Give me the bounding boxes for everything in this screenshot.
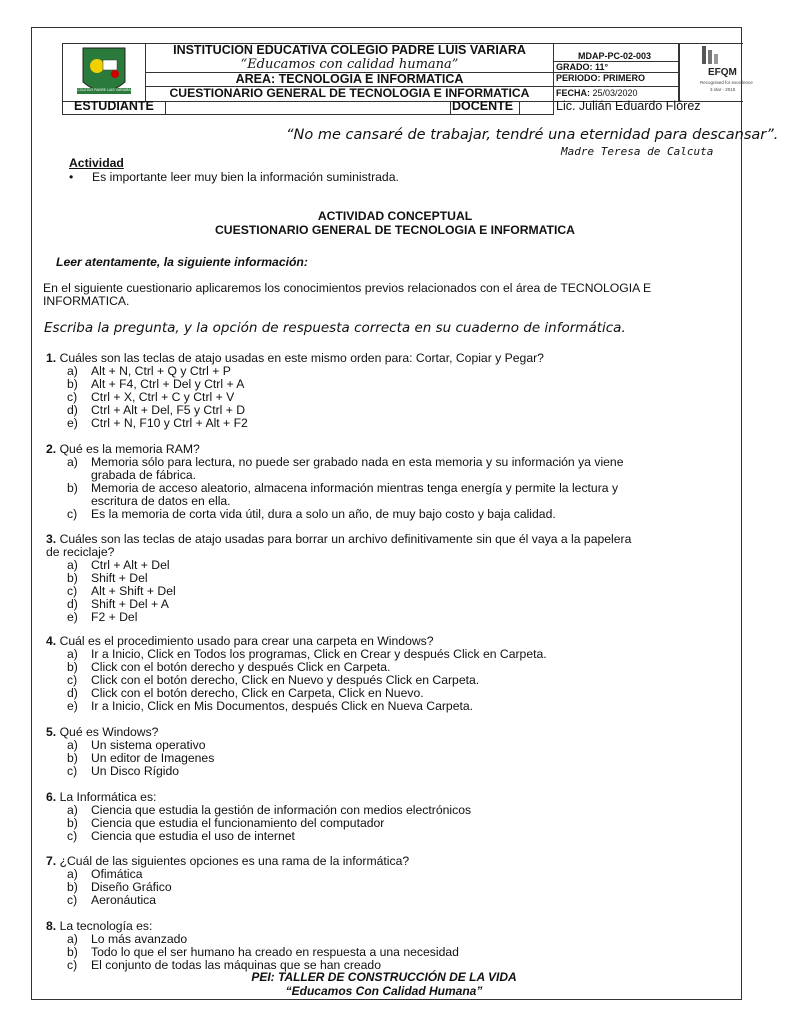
option-text: Shift + Del <box>91 571 148 585</box>
option-letter: a) <box>67 558 78 572</box>
option-letter: c) <box>67 764 78 778</box>
option-text: Diseño Gráfico <box>91 880 172 894</box>
question-number: 7. <box>46 854 57 868</box>
option-e <box>67 611 137 624</box>
option-letter: a) <box>67 932 78 946</box>
efqm-logo <box>700 46 736 66</box>
question-text: La Informática es: <box>59 790 157 804</box>
option-letter: d) <box>67 686 78 700</box>
option-text: Ir a Inicio, Click en Todos los programas, Click en Crear y después Click en Carpeta. <box>91 647 547 661</box>
efqm-label: EFQM <box>708 67 737 78</box>
option-text: Ciencia que estudia el uso de internet <box>91 829 295 843</box>
option-text: Ctrl + Alt + Del, F5 y Ctrl + D <box>91 403 246 417</box>
option-letter: c) <box>67 958 78 972</box>
option-text: Un sistema operativo <box>91 738 206 752</box>
option-text: Ctrl + X, Ctrl + C y Ctrl + V <box>91 390 235 404</box>
option-letter: b) <box>67 751 78 765</box>
option-text: Alt + Shift + Del <box>91 584 176 598</box>
teacher-name-divider <box>519 101 520 115</box>
option-text: Ofimática <box>91 867 143 881</box>
option-text: Shift + Del + A <box>91 597 169 611</box>
option-letter: a) <box>67 867 78 881</box>
option-text: Ctrl + N, F10 y Ctrl + Alt + F2 <box>91 416 248 430</box>
teacher-label: DOCENTE <box>452 99 514 113</box>
question-text: La tecnología es: <box>59 919 153 933</box>
option-text: Click con el botón derecho, Click en Carpeta, Click en Nuevo. <box>91 686 424 700</box>
read-instruction: Leer atentamente, la siguiente información: <box>56 255 308 269</box>
option-text: Aeronáutica <box>91 893 157 907</box>
option-text: Memoria sólo para lectura, no puede ser grabado nada en esta memoria y su información ya viene <box>91 455 624 469</box>
activity-bullet-dot: • <box>69 170 74 184</box>
option-letter: b) <box>67 377 78 391</box>
efqm-note: Recognised for excellence <box>700 80 753 85</box>
quote-text: “No me cansaré de trabajar, tendré una eternidad para descansar”. <box>286 127 779 143</box>
date-value: 25/03/2020 <box>592 88 638 98</box>
option-text: F2 + Del <box>91 610 138 624</box>
option-letter: b) <box>67 571 78 585</box>
option-text: Un Disco Rígido <box>91 764 180 778</box>
activity-bullet: Es importante leer muy bien la información suministrada. <box>92 170 399 184</box>
document-code: MDAP-PC-02-003 <box>578 51 652 61</box>
grade: GRADO: 11° <box>556 62 609 72</box>
teacher-name: Lic. Julián Eduardo Flórez <box>556 99 701 113</box>
option-letter: b) <box>67 945 78 959</box>
option-c <box>67 508 556 521</box>
questionnaire-title: CUESTIONARIO GENERAL DE TECNOLOGIA E INFORMATICA <box>169 86 530 100</box>
activity-label: Actividad <box>69 156 124 170</box>
option-text: Alt + N, Ctrl + Q y Ctrl + P <box>91 364 231 378</box>
option-text: Ciencia que estudia el funcionamiento del computador <box>91 816 385 830</box>
question-text: Qué es Windows? <box>59 725 159 739</box>
option-letter: e) <box>67 610 78 624</box>
option-c <box>67 894 156 907</box>
area-title: AREA: TECNOLOGIA E INFORMATICA <box>235 72 464 86</box>
option-text: Click con el botón derecho y después Click en Carpeta. <box>91 660 391 674</box>
question-text: Cuáles son las teclas de atajo usadas en este mismo orden para: Cortar, Copiar y Pegar? <box>59 351 544 365</box>
intro-line-2: INFORMATICA. <box>43 294 130 308</box>
teacher-field-divider <box>450 101 451 115</box>
option-letter: e) <box>67 416 78 430</box>
option-letter: a) <box>67 455 78 469</box>
option-letter: b) <box>67 481 78 495</box>
option-text-cont: escritura de datos en ella. <box>91 494 231 508</box>
section-title-1: ACTIVIDAD CONCEPTUAL <box>317 209 473 223</box>
option-text: Click con el botón derecho, Click en Nuevo y después Click en Carpeta. <box>91 673 480 687</box>
option-c <box>67 830 295 843</box>
footer-line-2: “Educamos Con Calidad Humana” <box>285 984 483 998</box>
question-number: 5. <box>46 725 57 739</box>
question-number: 1. <box>46 351 57 365</box>
option-letter: d) <box>67 597 78 611</box>
option-text: Es la memoria de corta vida útil, dura a solo un año, de muy bajo costo y baja calidad. <box>91 507 556 521</box>
school-logo <box>62 43 146 102</box>
question-number: 6. <box>46 790 57 804</box>
section-title-2: CUESTIONARIO GENERAL DE TECNOLOGIA E INFORMATICA <box>215 223 575 237</box>
date-label: FECHA: <box>556 88 590 98</box>
option-letter: e) <box>67 699 78 713</box>
period: PERIODO: PRIMERO <box>556 73 646 83</box>
option-letter: a) <box>67 803 78 817</box>
option-text: Ctrl + Alt + Del <box>91 558 170 572</box>
option-text: Memoria de acceso aleatorio, almacena información mientras tenga energía y permite la lectura y <box>91 481 619 495</box>
logo-caption: COLEGIO PADRE LUIS VARIARA <box>77 88 131 92</box>
question-number: 8. <box>46 919 57 933</box>
option-letter: c) <box>67 673 78 687</box>
option-text: Ciencia que estudia la gestión de información con medios electrónicos <box>91 803 472 817</box>
write-instruction: Escriba la pregunta, y la opción de respuesta correcta en su cuaderno de informática. <box>44 320 626 336</box>
option-text: Lo más avanzado <box>91 932 188 946</box>
question-text: ¿Cuál de las siguientes opciones es una rama de la informática? <box>59 854 410 868</box>
institution-name: INSTITUCION EDUCATIVA COLEGIO PADRE LUIS VARIARA <box>173 43 526 57</box>
option-text-cont: grabada de fábrica. <box>91 468 197 482</box>
option-letter: b) <box>67 816 78 830</box>
student-field-divider <box>165 101 166 115</box>
option-letter: a) <box>67 364 78 378</box>
question-number: 4. <box>46 634 57 648</box>
option-text: El conjunto de todas las máquinas que se han creado <box>91 958 381 972</box>
question-text-cont: de reciclaje? <box>46 545 115 559</box>
option-e <box>67 700 473 713</box>
option-letter: c) <box>67 829 78 843</box>
option-text: Todo lo que el ser humano ha creado en respuesta a una necesidad <box>91 945 459 959</box>
option-text: Alt + F4, Ctrl + Del y Ctrl + A <box>91 377 245 391</box>
intro-line-1: En el siguiente cuestionario aplicaremos los conocimientos previos relacionados con el área de TECNOLOGIA E <box>43 281 652 295</box>
efqm-stars: 3 star - 2015 <box>710 87 736 92</box>
option-e <box>67 417 248 430</box>
motto: “Educamos con calidad humana” <box>240 57 459 72</box>
option-letter: c) <box>67 390 78 404</box>
option-letter: d) <box>67 403 78 417</box>
info-divider-3 <box>553 86 679 87</box>
option-text: Un editor de Imagenes <box>91 751 215 765</box>
question-3 <box>46 533 631 546</box>
quote-author: Madre Teresa de Calcuta <box>561 145 714 158</box>
question-number: 3. <box>46 532 57 546</box>
option-letter: b) <box>67 880 78 894</box>
option-letter: a) <box>67 647 78 661</box>
question-number: 2. <box>46 442 57 456</box>
option-letter: c) <box>67 584 78 598</box>
question-text: Cuáles son las teclas de atajo usadas para borrar un archivo definitivamente sin que él vaya a la papelera <box>59 532 632 546</box>
question-text: Qué es la memoria RAM? <box>59 442 200 456</box>
option-c <box>67 765 179 778</box>
student-label: ESTUDIANTE <box>74 99 154 113</box>
option-letter: c) <box>67 893 78 907</box>
option-letter: a) <box>67 738 78 752</box>
option-letter: c) <box>67 507 78 521</box>
question-text: Cuál es el procedimiento usado para crear una carpeta en Windows? <box>59 634 434 648</box>
footer-line-1: PEI: TALLER DE CONSTRUCCIÓN DE LA VIDA <box>251 970 517 984</box>
option-letter: b) <box>67 660 78 674</box>
option-text: Ir a Inicio, Click en Mis Documentos, después Click en Nueva Carpeta. <box>91 699 474 713</box>
date <box>556 88 638 98</box>
